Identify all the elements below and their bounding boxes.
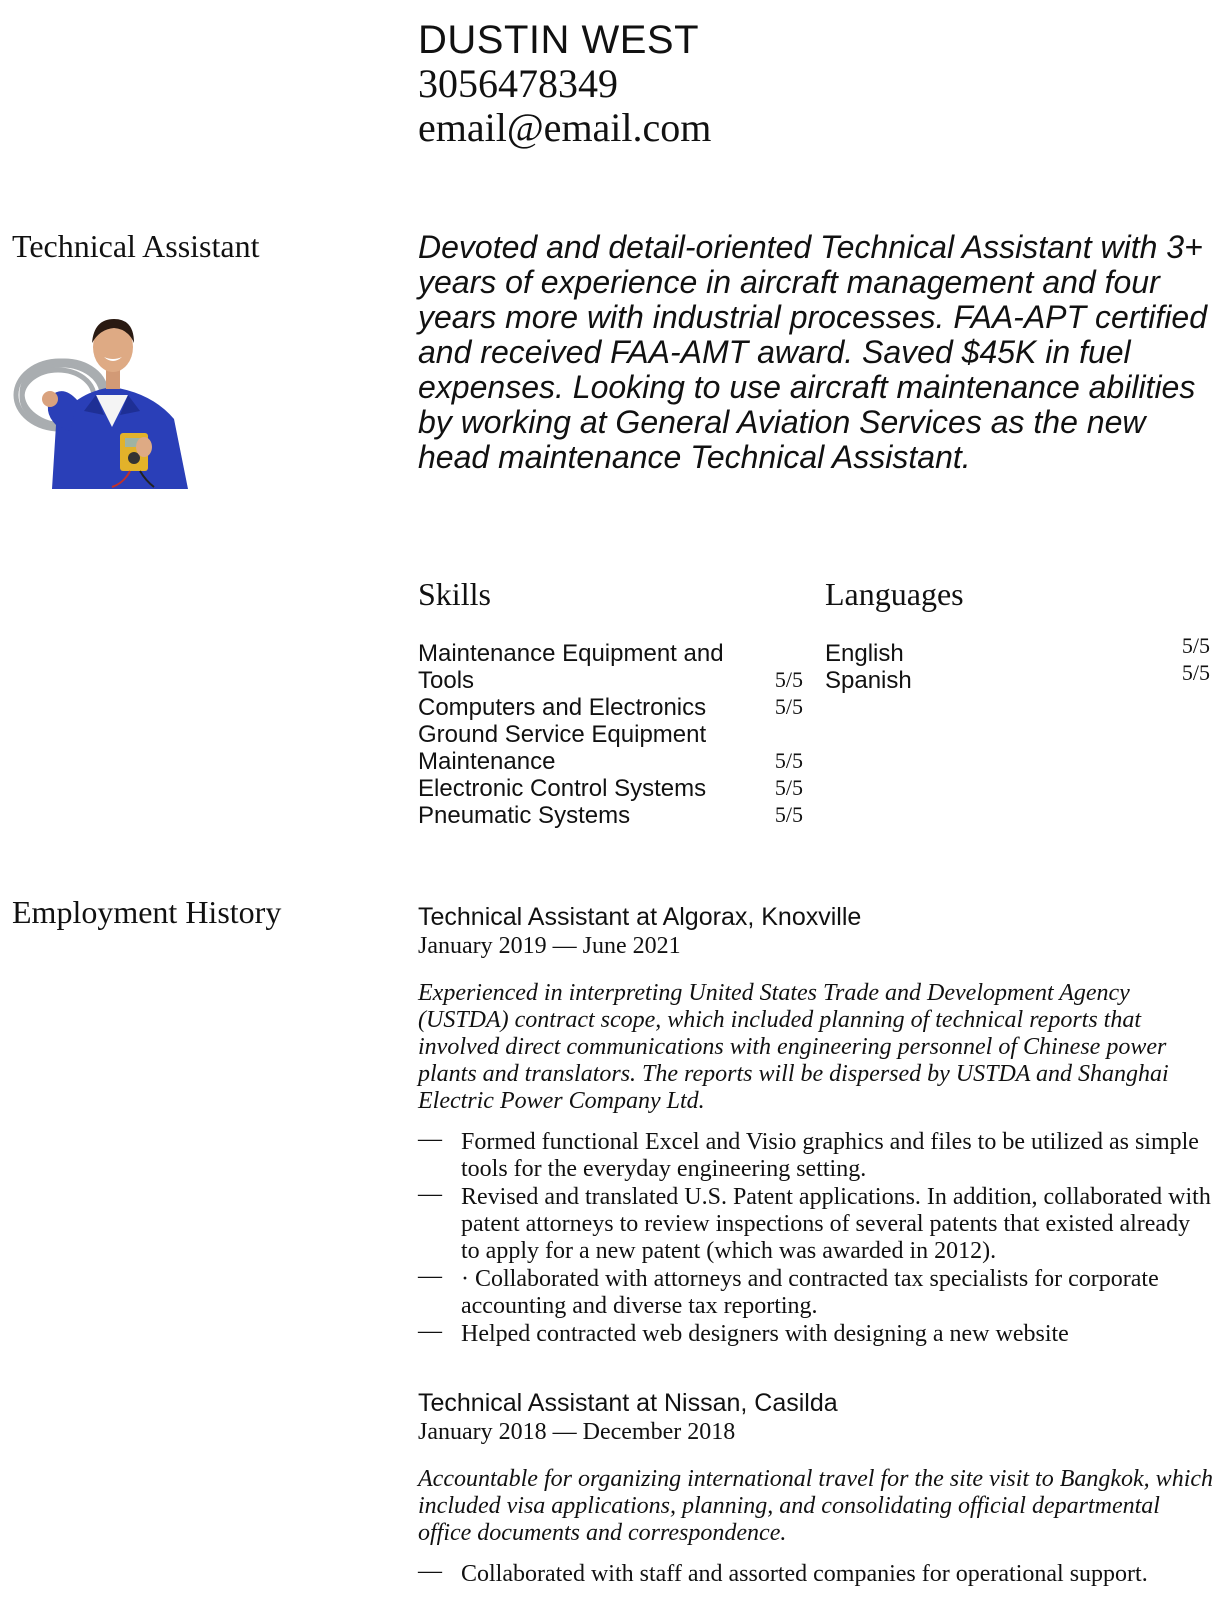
bullet-text: Formed functional Excel and Visio graphics and files to be utilized as simple tools for the everyday engineering setting. (461, 1129, 1199, 1182)
skill-rating: 5/5 (774, 802, 803, 827)
employment-history-heading: Employment History (12, 894, 282, 930)
bullet-text: Collaborated with staff and assorted companies for operational support. (461, 1561, 1148, 1587)
bullet-dash: — (418, 1318, 442, 1344)
language-item (825, 660, 1210, 694)
skills-list (418, 640, 803, 829)
bullet-item (418, 1318, 1213, 1348)
bullet-text: Helped contracted web designers with designing a new website (461, 1321, 1069, 1347)
skill-rating: 5/5 (774, 748, 803, 773)
skill-rating: 5/5 (774, 667, 803, 692)
skill-label: Computers and Electronics (418, 694, 707, 721)
language-item (825, 633, 1210, 667)
bullet-text: Revised and translated U.S. Patent applications. In addition, collaborated with patent attorneys to review inspections of several patents that existed already to apply for a new patent (which was awarded in 2012). (461, 1184, 1211, 1264)
skill-item (418, 640, 803, 694)
language-rating: 5/5 (1181, 633, 1210, 658)
skill-item (418, 721, 803, 775)
employment-entry (418, 903, 1213, 1349)
employment-title: Technical Assistant at Algorax, Knoxville (418, 903, 862, 931)
skill-label: Electronic Control Systems (418, 775, 707, 802)
candidate-name: DUSTIN WEST (418, 18, 700, 62)
employment-entry (418, 1389, 1213, 1589)
bullet-item (418, 1181, 1213, 1265)
skill-label: Maintenance Equipment and Tools (418, 640, 724, 694)
language-label: Spanish (825, 667, 912, 694)
employment-title: Technical Assistant at Nissan, Casilda (418, 1389, 838, 1417)
profile-photo (12, 315, 192, 489)
language-rating: 5/5 (1181, 660, 1210, 685)
profile-summary: Devoted and detail-oriented Technical Assistant with 3+ years of experience in aircraft management and four years more with industrial processes. FAA-APT certified and received FAA-AMT award. Saved $45K in fuel expenses. Looking to use aircraft maintenance abilities by working at General Aviation Services as the new head maintenance Technical Assistant. (418, 229, 1207, 475)
skill-rating: 5/5 (774, 694, 803, 719)
employment-dates: January 2018 — December 2018 (418, 1419, 736, 1445)
employment-bullets (418, 1126, 1213, 1348)
skill-item (418, 694, 803, 721)
skills-heading: Skills (418, 576, 491, 612)
language-label: English (825, 640, 904, 667)
languages-list (825, 633, 1210, 694)
employment-description: Experienced in interpreting United States Trade and Development Agency (USTDA) contract scope, which included planning of technical reports that involved direct communications with engineering personnel of Chinese power plants and translators. The reports will be dispersed by USTDA and Shanghai Electric Power Company Ltd. (418, 980, 1169, 1114)
bullet-dash: — (418, 1263, 442, 1289)
employment-dates: January 2019 — June 2021 (418, 933, 681, 959)
skill-item (418, 802, 803, 829)
languages-heading: Languages (825, 576, 964, 612)
phone-number: 3056478349 (418, 61, 618, 106)
employment-description: Accountable for organizing international travel for the site visit to Bangkok, which included visa applications, planning, and consolidating official departmental office documents and correspondence. (418, 1466, 1214, 1546)
bullet-dash: — (418, 1181, 442, 1207)
skill-label: Pneumatic Systems (418, 802, 631, 829)
skill-item (418, 775, 803, 802)
resume-header (418, 18, 711, 150)
employment-bullets (418, 1558, 1213, 1588)
bullet-item (418, 1558, 1213, 1588)
bullet-item (418, 1126, 1213, 1183)
bullet-text: · Collaborated with attorneys and contracted tax specialists for corporate accounting and diverse tax reporting. (461, 1266, 1159, 1319)
job-title: Technical Assistant (12, 228, 260, 264)
email-address: email@email.com (418, 105, 712, 150)
skill-rating: 5/5 (774, 775, 803, 800)
bullet-dash: — (418, 1126, 442, 1152)
bullet-dash: — (418, 1558, 442, 1584)
skill-label: Ground Service Equipment Maintenance (418, 721, 707, 775)
bullet-item (418, 1263, 1213, 1320)
